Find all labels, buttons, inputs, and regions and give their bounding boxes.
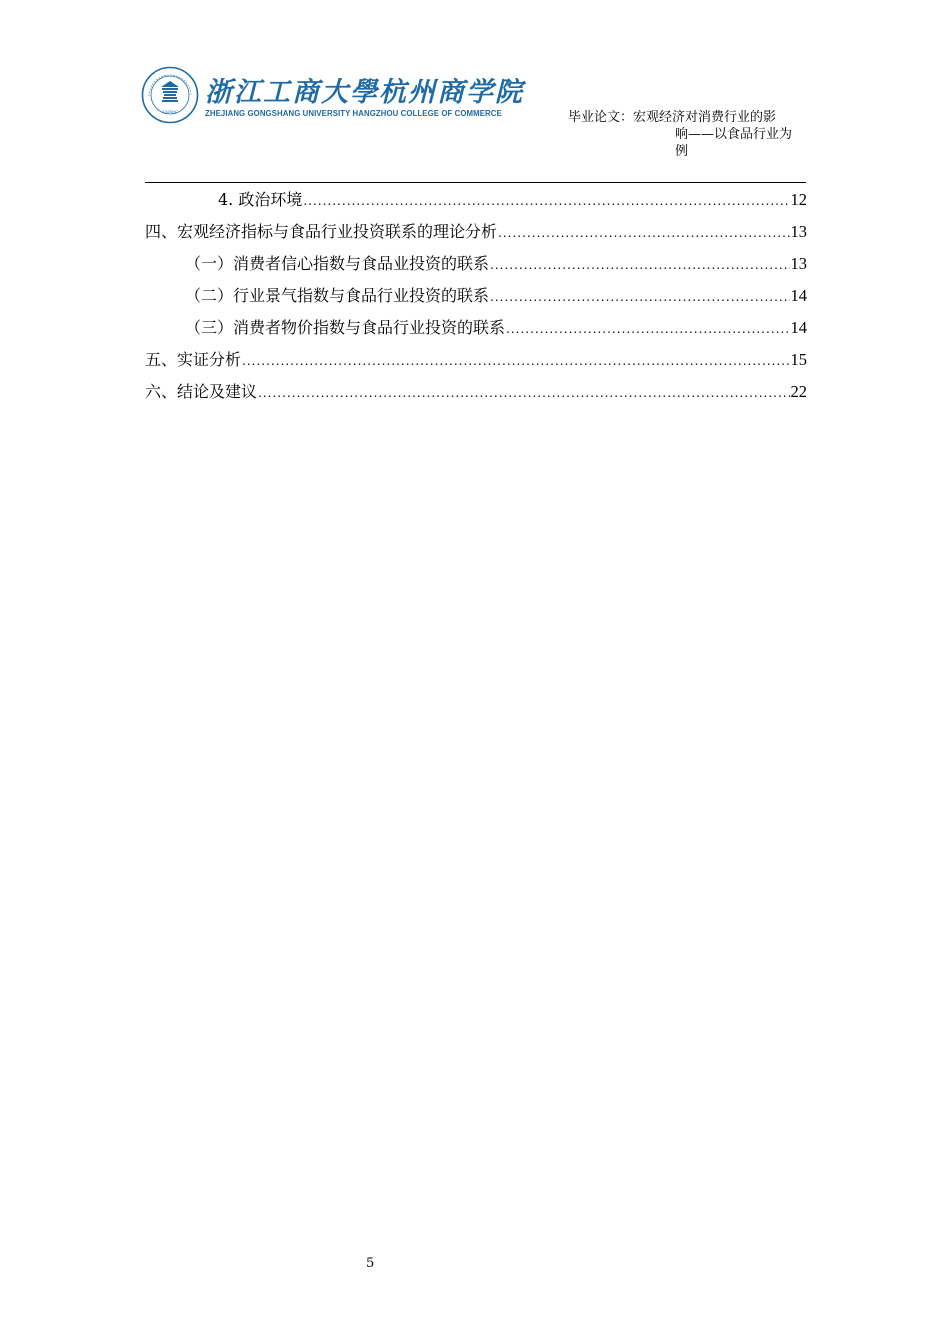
toc-entry[interactable] xyxy=(145,316,807,348)
header-divider xyxy=(145,182,806,183)
toc-entry[interactable] xyxy=(145,220,807,252)
toc-leader-dots xyxy=(498,221,789,245)
toc-entry-page: 15 xyxy=(790,350,807,369)
toc-entry-label: 五、实证分析 xyxy=(145,350,242,369)
toc-entry-page: 12 xyxy=(790,190,807,209)
toc-entry[interactable] xyxy=(145,380,807,412)
svg-text:ZJGSHC: ZJGSHC xyxy=(162,109,178,114)
table-of-contents xyxy=(145,188,807,412)
thesis-title-line2: 响——以食品行业为 xyxy=(675,127,793,142)
toc-leader-dots xyxy=(303,189,789,213)
toc-entry-page: 22 xyxy=(790,382,807,401)
thesis-title xyxy=(568,109,808,160)
page-number: 5 xyxy=(366,1256,375,1271)
logo-name-cn: 浙江工商大學杭州商学院 xyxy=(205,77,524,108)
thesis-title-line1: 毕业论文：宏观经济对消费行业的影 xyxy=(568,110,777,125)
toc-entry-page: 14 xyxy=(790,318,807,337)
toc-entry-label: （二）行业景气指数与食品行业投资的联系 xyxy=(185,286,490,305)
toc-entry[interactable] xyxy=(145,252,807,284)
toc-entry[interactable] xyxy=(145,188,807,220)
toc-entry-label: （三）消费者物价指数与食品行业投资的联系 xyxy=(185,318,506,337)
toc-leader-dots xyxy=(490,253,789,277)
toc-entry-page: 13 xyxy=(790,254,807,273)
toc-entry[interactable] xyxy=(145,284,807,316)
toc-entry-label: 4. 政治环境 xyxy=(218,190,303,209)
toc-leader-dots xyxy=(258,381,789,405)
toc-entry-page: 13 xyxy=(790,222,807,241)
toc-entry-label: 六、结论及建议 xyxy=(145,382,258,401)
toc-leader-dots xyxy=(506,317,789,341)
university-logo xyxy=(141,66,524,126)
toc-entry-label: （一）消费者信心指数与食品业投资的联系 xyxy=(185,254,490,273)
thesis-title-line3: 例 xyxy=(675,144,689,159)
logo-name-en: ZHEJIANG GONGSHANG UNIVERSITY HANGZHOU COLLEGE OF COMMERCE xyxy=(205,109,502,118)
toc-leader-dots xyxy=(242,349,789,373)
toc-entry-page: 14 xyxy=(790,286,807,305)
toc-entry[interactable] xyxy=(145,348,807,380)
university-seal-icon xyxy=(141,66,199,124)
toc-entry-label: 四、宏观经济指标与食品行业投资联系的理论分析 xyxy=(145,222,498,241)
toc-leader-dots xyxy=(490,285,789,309)
